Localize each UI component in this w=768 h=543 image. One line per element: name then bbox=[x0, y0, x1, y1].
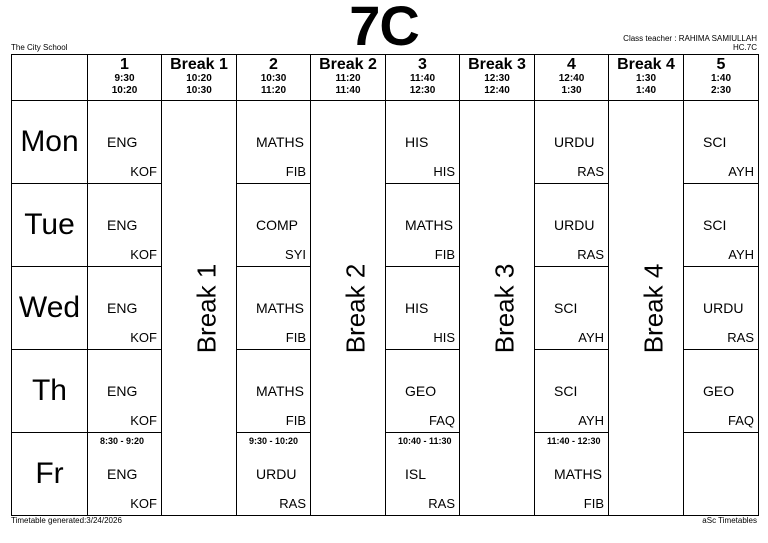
day-label: Mon bbox=[12, 101, 88, 184]
period-end: 1:30 bbox=[561, 85, 582, 96]
period-header bbox=[460, 55, 535, 101]
period-end: 11:20 bbox=[260, 85, 287, 96]
lesson-cell bbox=[386, 101, 460, 184]
period-label: 1 bbox=[120, 56, 129, 73]
class-teacher-name: Class teacher : RAHIMA SAMIULLAH bbox=[623, 34, 757, 43]
lesson-teacher: RAS bbox=[577, 164, 604, 179]
period-start: 11:20 bbox=[335, 73, 361, 84]
lesson-teacher: RAS bbox=[279, 496, 306, 511]
lesson-teacher: HIS bbox=[433, 164, 455, 179]
lesson-teacher: FIB bbox=[285, 164, 306, 179]
lesson-teacher: AYH bbox=[578, 330, 604, 345]
lesson-teacher: FIB bbox=[285, 413, 306, 428]
lesson-subject: ENG bbox=[107, 300, 138, 316]
lesson-subject: MATHS bbox=[405, 217, 453, 233]
lesson-subject: ENG bbox=[107, 134, 138, 150]
period-header bbox=[237, 55, 311, 101]
period-start: 12:30 bbox=[484, 73, 510, 84]
lesson-cell bbox=[88, 433, 162, 516]
period-start: 10:30 bbox=[260, 73, 287, 84]
lesson-time: 11:40 - 12:30 bbox=[547, 436, 601, 446]
lesson-teacher: RAS bbox=[727, 330, 754, 345]
period-header bbox=[311, 55, 386, 101]
period-header bbox=[386, 55, 460, 101]
period-end: 11:40 bbox=[335, 85, 361, 96]
period-start: 12:40 bbox=[558, 73, 585, 84]
lesson-cell bbox=[237, 350, 311, 433]
lesson-teacher: HIS bbox=[433, 330, 455, 345]
lesson-cell bbox=[684, 267, 759, 350]
lesson-subject: GEO bbox=[405, 383, 437, 399]
lesson-time: 8:30 - 9:20 bbox=[100, 436, 145, 446]
lesson-teacher: FAQ bbox=[727, 413, 754, 428]
lesson-cell bbox=[535, 433, 609, 516]
header-row bbox=[12, 55, 759, 101]
period-end: 12:40 bbox=[484, 85, 510, 96]
break-label: Break 2 bbox=[340, 263, 371, 353]
period-start: 1:40 bbox=[710, 73, 731, 84]
timetable-grid bbox=[11, 54, 759, 516]
lesson-cell bbox=[88, 184, 162, 267]
period-end: 10:30 bbox=[186, 85, 212, 96]
class-teacher-info bbox=[623, 34, 757, 52]
lesson-subject: ISL bbox=[405, 466, 427, 482]
school-name: The City School bbox=[11, 43, 68, 52]
break-label: Break 3 bbox=[489, 263, 520, 353]
day-label: Th bbox=[12, 350, 88, 433]
lesson-subject: COMP bbox=[256, 217, 298, 233]
lesson-teacher: KOF bbox=[130, 496, 157, 511]
lesson-subject: SCI bbox=[554, 383, 578, 399]
day-label: Tue bbox=[12, 184, 88, 267]
period-label: Break 4 bbox=[617, 56, 675, 73]
lesson-cell bbox=[535, 350, 609, 433]
lesson-teacher: FIB bbox=[583, 496, 604, 511]
lesson-cell bbox=[88, 350, 162, 433]
lesson-subject: MATHS bbox=[256, 383, 304, 399]
lesson-teacher: AYH bbox=[578, 413, 604, 428]
lesson-cell bbox=[386, 184, 460, 267]
period-start: 10:20 bbox=[186, 73, 212, 84]
period-label: Break 3 bbox=[468, 56, 526, 73]
lesson-subject: URDU bbox=[256, 466, 297, 482]
period-label: 4 bbox=[567, 56, 576, 73]
lesson-subject: HIS bbox=[405, 134, 429, 150]
lesson-cell bbox=[237, 267, 311, 350]
period-label: Break 2 bbox=[319, 56, 377, 73]
lesson-cell bbox=[684, 184, 759, 267]
lesson-teacher: KOF bbox=[130, 164, 157, 179]
lesson-cell bbox=[386, 433, 460, 516]
lesson-teacher: AYH bbox=[728, 247, 754, 262]
lesson-teacher: FAQ bbox=[428, 413, 455, 428]
class-code: HC.7C bbox=[732, 43, 757, 52]
class-title: 7C bbox=[349, 0, 419, 57]
period-end: 2:30 bbox=[710, 85, 731, 96]
lesson-subject: URDU bbox=[703, 300, 744, 316]
lesson-time: 9:30 - 10:20 bbox=[249, 436, 299, 446]
lesson-subject: URDU bbox=[554, 217, 595, 233]
lesson-teacher: RAS bbox=[428, 496, 455, 511]
break-column bbox=[460, 101, 535, 516]
lesson-cell bbox=[535, 101, 609, 184]
lesson-subject: SCI bbox=[703, 217, 727, 233]
lesson-teacher: KOF bbox=[130, 413, 157, 428]
lesson-subject: SCI bbox=[554, 300, 578, 316]
lesson-cell bbox=[237, 184, 311, 267]
lesson-subject: ENG bbox=[107, 217, 138, 233]
lesson-cell bbox=[88, 101, 162, 184]
lesson-cell bbox=[535, 267, 609, 350]
lesson-teacher: KOF bbox=[130, 330, 157, 345]
period-label: 5 bbox=[716, 56, 726, 73]
period-start: 1:30 bbox=[635, 73, 656, 84]
lesson-cell bbox=[535, 184, 609, 267]
period-start: 11:40 bbox=[409, 73, 436, 84]
lesson-cell-empty bbox=[684, 433, 759, 516]
lesson-cell bbox=[386, 267, 460, 350]
break-column bbox=[162, 101, 237, 516]
lesson-cell bbox=[88, 267, 162, 350]
lesson-teacher: RAS bbox=[577, 247, 604, 262]
lesson-subject: MATHS bbox=[554, 466, 602, 482]
lesson-cell bbox=[684, 350, 759, 433]
break-column bbox=[311, 101, 386, 516]
period-label: 2 bbox=[269, 56, 278, 73]
break-column bbox=[609, 101, 684, 516]
lesson-teacher: SYI bbox=[285, 247, 306, 262]
corner-cell bbox=[12, 55, 88, 101]
brand-label: aSc Timetables bbox=[702, 516, 757, 525]
lesson-teacher: KOF bbox=[130, 247, 157, 262]
lesson-time: 10:40 - 11:30 bbox=[398, 436, 452, 446]
period-end: 10:20 bbox=[111, 85, 138, 96]
period-start: 9:30 bbox=[114, 73, 135, 84]
period-header bbox=[609, 55, 684, 101]
period-header bbox=[88, 55, 162, 101]
lesson-teacher: AYH bbox=[728, 164, 754, 179]
period-header bbox=[535, 55, 609, 101]
day-label: Wed bbox=[12, 267, 88, 350]
period-header bbox=[684, 55, 759, 101]
lesson-cell bbox=[386, 350, 460, 433]
day-label: Fr bbox=[12, 433, 88, 516]
lesson-subject: GEO bbox=[703, 383, 735, 399]
period-label: Break 1 bbox=[170, 56, 228, 73]
lesson-subject: URDU bbox=[554, 134, 595, 150]
lesson-subject: MATHS bbox=[256, 134, 304, 150]
generated-date: Timetable generated:3/24/2026 bbox=[11, 516, 122, 525]
period-label: 3 bbox=[418, 56, 427, 73]
period-header bbox=[162, 55, 237, 101]
lesson-subject: ENG bbox=[107, 383, 138, 399]
lesson-teacher: FIB bbox=[434, 247, 455, 262]
lesson-subject: SCI bbox=[703, 134, 727, 150]
lesson-subject: HIS bbox=[405, 300, 429, 316]
lesson-subject: ENG bbox=[107, 466, 138, 482]
break-label: Break 1 bbox=[191, 263, 222, 353]
day-row bbox=[12, 101, 759, 184]
lesson-cell bbox=[237, 433, 311, 516]
lesson-cell bbox=[684, 101, 759, 184]
period-end: 1:40 bbox=[635, 85, 656, 96]
lesson-teacher: FIB bbox=[285, 330, 306, 345]
lesson-subject: MATHS bbox=[256, 300, 304, 316]
lesson-cell bbox=[237, 101, 311, 184]
period-end: 12:30 bbox=[409, 85, 436, 96]
break-label: Break 4 bbox=[638, 263, 669, 353]
